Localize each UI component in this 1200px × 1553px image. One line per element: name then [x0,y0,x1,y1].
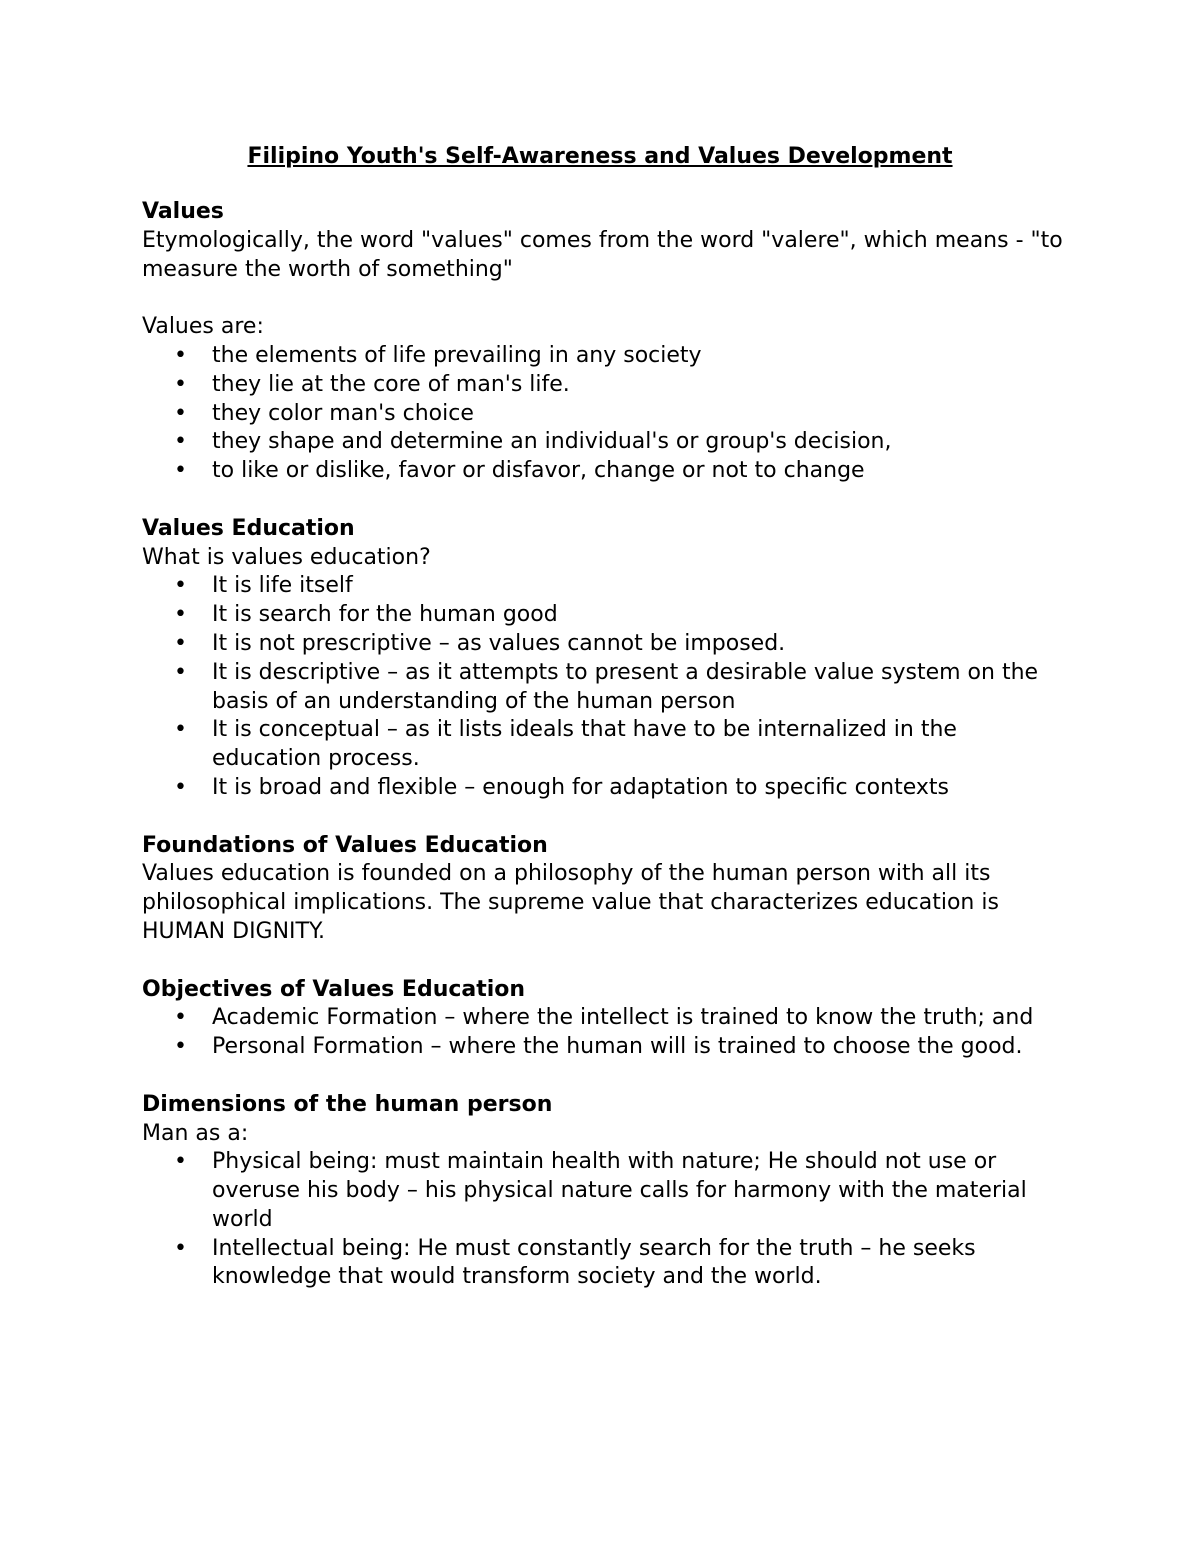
bullet-icon: • [174,371,187,397]
bullet-icon: • [174,458,187,484]
objectives-list [142,1004,1072,1062]
values-list-intro: Values are: [142,314,264,340]
bullet-icon: • [174,630,187,656]
values-education-question: What is values education? [142,544,431,570]
list-item: • Personal Formation – where the human will is trained to choose the good. [142,1033,1072,1062]
list-item: • It is search for the human good [142,601,1072,630]
dimensions-list [142,1148,1072,1292]
list-item: • It is conceptual – as it lists ideals that have to be internalized in the education process. [174,717,957,772]
list-item: • to like or dislike, favor or disfavor, change or not to change [142,457,1072,486]
bullet-icon: • [174,429,187,455]
list-item: • It is broad and flexible – enough for adaptation to specific contexts [142,774,1072,803]
list-item: • It is not prescriptive – as values cannot be imposed. [142,630,1072,659]
list-item: • they lie at the core of man's life. [142,371,1072,400]
bullet-icon: • [174,774,187,800]
list-item: • they color man's choice [142,400,1072,429]
section-heading-values-education: Values Education [142,515,355,541]
bullet-icon: • [174,1034,187,1060]
bullet-icon: • [174,717,187,743]
foundations-paragraph: Values education is founded on a philosophy of the human person with all its philosophical implications. The supreme value that characterizes education is HUMAN DIGNITY. [142,861,999,944]
list-item: • Academic Formation – where the intellect is trained to know the truth; and [142,1004,1072,1033]
bullet-icon: • [174,1005,187,1031]
list-item: • Intellectual being: He must constantly search for the truth – he seeks knowledge that would transform society and the world. [174,1235,976,1290]
section-heading-values: Values [142,199,224,224]
values-definition: Etymologically, the word "values" comes from the word "valere", which means - "to measure the worth of something" [142,227,1063,282]
dimensions-intro: Man as a: [142,1120,249,1146]
bullet-icon: • [174,1235,187,1261]
bullet-icon: • [174,573,187,599]
values-education-list [142,572,1072,802]
bullet-icon: • [174,342,187,368]
list-item: • It is descriptive – as it attempts to present a desirable value system on the basis of an understanding of the human person [174,659,1039,714]
bullet-icon: • [174,602,187,628]
list-item: • they shape and determine an individual's or group's decision, [142,428,1072,457]
list-item: • Physical being: must maintain health with nature; He should not use or overuse his body – his physical nature calls for harmony with the material world [174,1149,1027,1232]
section-heading-foundations: Foundations of Values Education [142,832,548,858]
page-title: Filipino Youth's Self-Awareness and Values Development [247,144,953,169]
bullet-icon: • [174,400,187,426]
section-heading-objectives: Objectives of Values Education [142,976,526,1002]
bullet-icon: • [174,1149,187,1175]
list-item: • It is life itself [142,572,1072,601]
section-heading-dimensions: Dimensions of the human person [142,1091,553,1117]
values-list [142,342,1072,486]
list-item: • the elements of life prevailing in any society [142,342,1072,371]
document-body [142,198,1072,1292]
bullet-icon: • [174,659,187,685]
